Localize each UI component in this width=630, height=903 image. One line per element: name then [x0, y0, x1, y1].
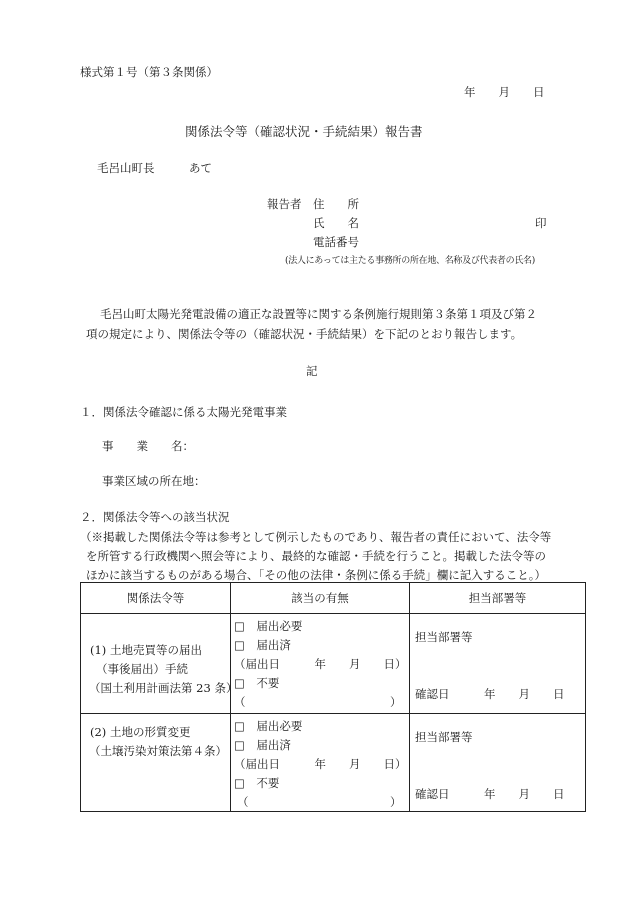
- law-status-table: [80, 582, 586, 812]
- checkbox-filing-required[interactable]: □ 届出必要: [234, 719, 303, 733]
- table-header-row: [81, 583, 586, 614]
- ki-marker: 記: [306, 364, 318, 378]
- department-label: 担当部署等: [415, 630, 473, 644]
- law-name-line: (1) 土地売買等の届出: [90, 643, 202, 657]
- body-line-2: 項の規定により、関係法令等の（確認状況・手続結果）を下記のとおり報告します。: [86, 327, 523, 341]
- law-name-line: （国土利用計画法第 23 条）: [89, 681, 238, 695]
- reason-paren-close: ）: [390, 795, 402, 809]
- address-label: 住 所: [313, 197, 359, 211]
- law-name-line: （土壌汚染対策法第４条）: [89, 744, 227, 758]
- note-line-1: （※掲載した関係法令等は参考として例示したものであり、報告者の責任において、法令等: [80, 530, 552, 544]
- note-line-3: ほかに該当するものがある場合、「その他の法律・条例に係る手続」欄に記入すること。）: [86, 568, 546, 582]
- body-line-1: 毛呂山町太陽光発電設備の適正な設置等に関する条例施行規則第３条第１項及び第２: [100, 307, 537, 321]
- name-label: 氏 名: [313, 216, 359, 230]
- reason-paren-close: ）: [390, 695, 402, 709]
- department-cell: [410, 614, 586, 714]
- header-applicability: 該当の有無: [231, 583, 410, 614]
- checkbox-filed[interactable]: □ 届出済: [234, 638, 291, 652]
- reporter-label: 報告者: [267, 197, 302, 211]
- checkbox-filed[interactable]: □ 届出済: [234, 738, 291, 752]
- department-cell: [410, 714, 586, 812]
- section-2-note: [80, 528, 586, 585]
- header-department: 担当部署等: [410, 583, 586, 614]
- department-label: 担当部署等: [415, 730, 473, 744]
- filing-date-field[interactable]: （届出日 年 月 日）: [234, 757, 407, 771]
- applicability-cell: [231, 714, 410, 812]
- checkbox-not-required[interactable]: □ 不要: [234, 776, 280, 790]
- law-cell: [81, 614, 238, 714]
- checkbox-not-required[interactable]: □ 不要: [234, 676, 280, 690]
- project-area-label: 事業区域の所在地：: [102, 474, 206, 488]
- header-law: 関係法令等: [81, 583, 231, 614]
- section-1-heading: １．関係法令確認に係る太陽光発電事業: [80, 405, 287, 419]
- law-name-line: （事後届出）手続: [96, 662, 188, 676]
- note-line-2: を所管する行政機関へ照会等により、最終的な確認・手続を行うこと。掲載した法令等の: [86, 549, 546, 563]
- reason-paren-open: （: [237, 795, 249, 809]
- applicability-cell: [231, 614, 410, 714]
- project-name-label: 事 業 名：: [102, 439, 194, 453]
- report-date: 年 月 日: [464, 85, 545, 99]
- confirm-date-label: 確認日 年 月 日: [415, 687, 565, 701]
- addressee: 毛呂山町長 あて: [97, 161, 212, 175]
- document-title: 関係法令等（確認状況・手続結果）報告書: [185, 124, 423, 139]
- law-name-line: (2) 土地の形質変更: [90, 725, 191, 739]
- seal-mark: 印: [535, 216, 547, 230]
- filing-date-field[interactable]: （届出日 年 月 日）: [234, 657, 407, 671]
- reason-paren-open: （: [234, 695, 246, 709]
- checkbox-filing-required[interactable]: □ 届出必要: [234, 619, 303, 633]
- table-row: [81, 714, 586, 812]
- corporation-note: (法人にあっては主たる事務所の所在地、名称及び代表者の氏名): [285, 256, 535, 266]
- section-2-heading: ２．関係法令等への該当状況: [80, 510, 230, 524]
- phone-label: 電話番号: [313, 235, 359, 249]
- law-cell: [81, 714, 231, 812]
- confirm-date-label: 確認日 年 月 日: [415, 787, 565, 801]
- table-row: [81, 614, 586, 714]
- form-number: 様式第１号（第３条関係）: [80, 65, 218, 79]
